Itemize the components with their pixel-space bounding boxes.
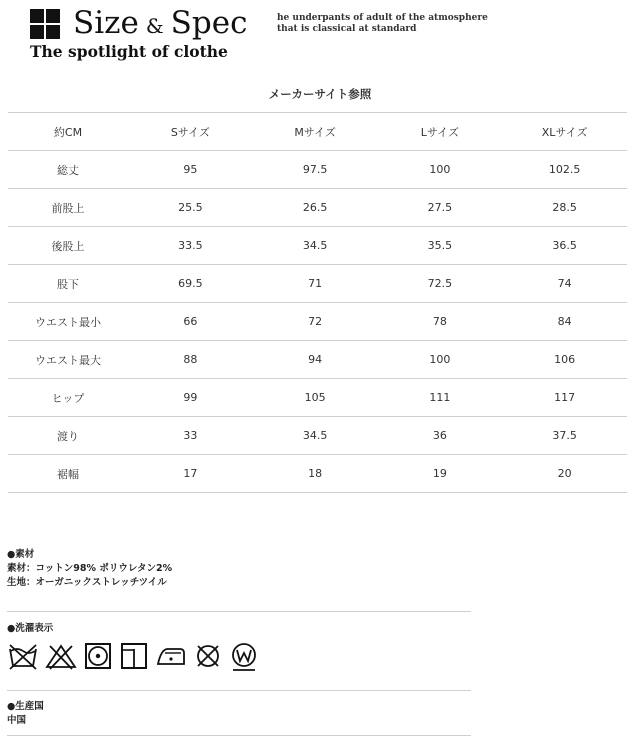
- table-cell: 27.5: [378, 189, 503, 227]
- table-cell: 111: [378, 379, 503, 417]
- table-row: [8, 417, 627, 455]
- table-cell: 94: [253, 341, 378, 379]
- table-cell: 105: [253, 379, 378, 417]
- column-header: Mサイズ: [253, 113, 378, 151]
- table-cell: 35.5: [378, 227, 503, 265]
- logo-mark: [30, 9, 60, 39]
- column-header: Sサイズ: [128, 113, 253, 151]
- table-cell: 33.5: [128, 227, 253, 265]
- table-cell: 102.5: [502, 151, 627, 189]
- page-title: [73, 3, 247, 46]
- table-cell: 28.5: [502, 189, 627, 227]
- table-cell: 117: [502, 379, 627, 417]
- row-label: 総丈: [8, 151, 128, 189]
- table-row: [8, 303, 627, 341]
- table-cell: 100: [378, 341, 503, 379]
- no-dry-clean-icon: [193, 641, 223, 671]
- table-cell: 72: [253, 303, 378, 341]
- table-cell: 78: [378, 303, 503, 341]
- table-row: [8, 151, 627, 189]
- tagline-line-2: that is classical at standard: [277, 24, 417, 34]
- row-label: 裾幅: [8, 455, 128, 493]
- material-fabric: 生地：オーガニックストレッチツイル: [7, 577, 167, 588]
- column-header: Lサイズ: [378, 113, 503, 151]
- divider: [7, 611, 471, 612]
- no-wash-icon: [7, 641, 39, 671]
- table-cell: 95: [128, 151, 253, 189]
- row-label: ウエスト最大: [8, 341, 128, 379]
- table-cell: 26.5: [253, 189, 378, 227]
- table-cell: 72.5: [378, 265, 503, 303]
- title-size: Size: [73, 5, 139, 41]
- table-cell: 69.5: [128, 265, 253, 303]
- origin-section: [7, 700, 471, 728]
- table-cell: 20: [502, 455, 627, 493]
- care-section: [7, 622, 471, 636]
- table-cell: 66: [128, 303, 253, 341]
- material-section: [7, 548, 471, 590]
- table-cell: 34.5: [253, 227, 378, 265]
- table-row: [8, 189, 627, 227]
- size-table: [8, 112, 627, 493]
- title-ampersand: &: [145, 14, 164, 38]
- page-subtitle: The spotlight of clothe: [30, 42, 228, 61]
- divider: [7, 735, 471, 736]
- row-label: 前股上: [8, 189, 128, 227]
- table-cell: 36: [378, 417, 503, 455]
- table-cell: 97.5: [253, 151, 378, 189]
- table-row: [8, 265, 627, 303]
- material-heading: ●素材: [7, 549, 35, 560]
- table-row: [8, 455, 627, 493]
- tagline-line-1: he underpants of adult of the atmosphere: [277, 13, 488, 23]
- table-header-row: [8, 113, 627, 151]
- no-bleach-icon: [45, 641, 77, 671]
- row-label: 股下: [8, 265, 128, 303]
- table-cell: 84: [502, 303, 627, 341]
- origin-heading: ●生産国: [7, 701, 44, 712]
- material-composition: 素材：コットン98% ポリウレタン2%: [7, 563, 173, 574]
- table-cell: 100: [378, 151, 503, 189]
- origin-country: 中国: [7, 715, 27, 726]
- table-cell: 33: [128, 417, 253, 455]
- table-row: [8, 341, 627, 379]
- table-row: [8, 227, 627, 265]
- table-cell: 36.5: [502, 227, 627, 265]
- row-label: 渡り: [8, 417, 128, 455]
- row-label: 後股上: [8, 227, 128, 265]
- care-icons: [7, 641, 259, 675]
- wet-clean-icon: [229, 641, 259, 673]
- table-cell: 25.5: [128, 189, 253, 227]
- table-cell: 71: [253, 265, 378, 303]
- tagline: [277, 13, 488, 35]
- tumble-dry-icon: [83, 641, 113, 671]
- column-header: 約CM: [8, 113, 128, 151]
- table-cell: 17: [128, 455, 253, 493]
- line-dry-icon: [119, 641, 149, 671]
- table-cell: 19: [378, 455, 503, 493]
- table-cell: 74: [502, 265, 627, 303]
- divider: [7, 690, 471, 691]
- table-cell: 18: [253, 455, 378, 493]
- column-header: XLサイズ: [502, 113, 627, 151]
- table-cell: 34.5: [253, 417, 378, 455]
- care-heading: ●洗濯表示: [7, 623, 54, 634]
- row-label: ヒップ: [8, 379, 128, 417]
- table-cell: 37.5: [502, 417, 627, 455]
- table-row: [8, 379, 627, 417]
- table-cell: 99: [128, 379, 253, 417]
- iron-low-icon: [155, 641, 187, 671]
- size-table-caption: メーカーサイト参照: [268, 87, 372, 101]
- title-spec: Spec: [170, 5, 248, 41]
- table-cell: 88: [128, 341, 253, 379]
- table-cell: 106: [502, 341, 627, 379]
- row-label: ウエスト最小: [8, 303, 128, 341]
